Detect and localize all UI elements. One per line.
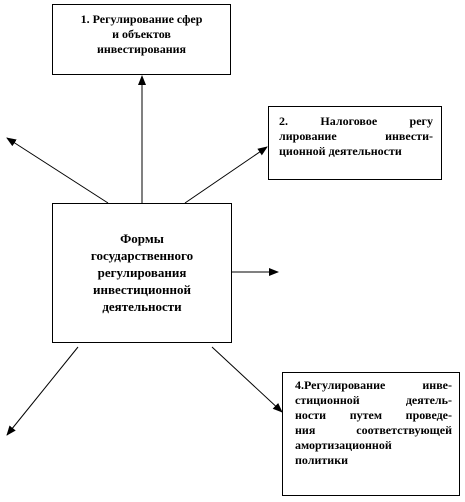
center-line: регулирования: [97, 265, 187, 280]
box-tax-regulation: [268, 106, 442, 180]
arrow-down-left: [7, 347, 78, 435]
box4-line: ности путем проведе-: [295, 408, 452, 422]
center-line: Формы: [120, 231, 164, 246]
box2-line: лирование инвести-: [279, 129, 433, 143]
center-line: государственного: [90, 248, 194, 263]
arrow-up-left: [7, 138, 108, 203]
box-depreciation-policy: [282, 372, 460, 496]
box4-line: ния соответствующей: [295, 423, 452, 437]
box4-line: 4.Регулирование инве-: [295, 378, 452, 392]
center-line: инвестиционной: [92, 282, 192, 297]
box2-line: ционной деятельности: [279, 144, 402, 158]
box2-line: 2. Налоговое регу: [279, 114, 433, 128]
box1-line: 1. Регулирование сфер: [80, 12, 203, 26]
box1-line: инвестирования: [96, 42, 187, 56]
box4-line: политики: [295, 453, 349, 467]
box-central-forms: [52, 203, 232, 343]
center-line: деятельности: [102, 299, 182, 314]
box-regulation-spheres: [52, 4, 231, 75]
box4-line: стиционной деятель-: [295, 393, 452, 407]
box4-line: амортизационной: [295, 438, 392, 452]
arrow-to-box4: [212, 347, 282, 412]
arrow-to-box2: [185, 147, 267, 203]
box1-line: и объектов: [112, 27, 171, 41]
